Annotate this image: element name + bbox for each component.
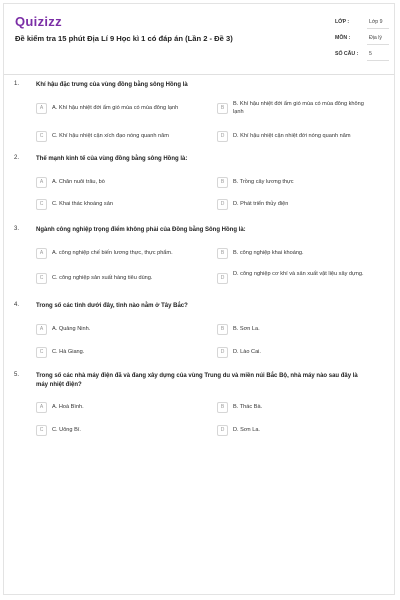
question-text: Thế mạnh kinh tế của vùng đồng bằng sông Hồng là: (36, 156, 188, 162)
meta-label: LỚP : (335, 19, 350, 25)
question-text: Trong số các nhà máy điện đã và đang xây dựng của vùng Trung du và miền núi Bắc Bộ, nhà máy nào sau đây là máy nhiệt điện? (36, 373, 358, 388)
option-letter-box: C (36, 273, 47, 284)
meta-value: 5 (369, 51, 372, 57)
option-letter-box: B (217, 177, 228, 188)
option-letter-box: A (36, 103, 47, 114)
option-text: B. Thác Bà. (233, 404, 263, 410)
option-letter-box: A (36, 324, 47, 335)
option-text: C. công nghiệp sản xuất hàng tiêu dùng. (52, 275, 153, 281)
worksheet-page (3, 3, 395, 595)
question-number: 4. (14, 302, 20, 308)
option-text: D. Sơn La. (233, 427, 260, 433)
meta-row-count (335, 48, 389, 64)
meta-value: Lớp 9 (369, 19, 383, 25)
meta-row-class (335, 16, 389, 32)
option-text: A. công nghiệp chế biến lương thực, thực phẩm. (52, 250, 173, 256)
option-letter-box: A (36, 402, 47, 413)
meta-info (335, 16, 389, 64)
option-letter-box: B (217, 248, 228, 259)
question-number: 5. (14, 372, 20, 378)
option-letter-box: C (36, 131, 47, 142)
header-divider (4, 74, 394, 75)
option-text: C. Khí hậu nhiệt cận xích đạo nóng quanh năm (52, 133, 169, 139)
option-letter-box: D (217, 131, 228, 142)
option-text: A. Hoà Bình. (52, 404, 84, 410)
option-letter-box: D (217, 425, 228, 436)
option-text: C. Hà Giang. (52, 349, 85, 355)
option-letter-box: D (217, 347, 228, 358)
option-text: D. Khí hậu nhiệt cận nhiệt đới nóng quanh năm (233, 133, 351, 139)
option-text: A. Quảng Ninh. (52, 326, 91, 332)
option-text: A. Chăn nuôi trâu, bò (52, 179, 105, 185)
question-number: 1. (14, 81, 20, 87)
meta-underline (367, 28, 389, 29)
question-number: 2. (14, 155, 20, 161)
option-letter-box: B (217, 103, 228, 114)
option-letter-box: A (36, 177, 47, 188)
worksheet-title: Đề kiểm tra 15 phút Địa Lí 9 Học kì 1 có đáp án (Lần 2 - Đề 3) (15, 34, 233, 43)
question-number: 3. (14, 226, 20, 232)
option-text: B. Khí hậu nhiệt đới ẩm gió mùa có mùa đông không lạnh (233, 101, 364, 115)
option-letter-box: B (217, 402, 228, 413)
question-text: Ngành công nghiệp trọng điểm không phải của Đồng bằng Sông Hồng là: (36, 227, 246, 233)
option-letter-box: C (36, 425, 47, 436)
meta-label: MÔN : (335, 35, 351, 41)
option-letter-box: B (217, 324, 228, 335)
option-text: B. công nghiệp khai khoáng. (233, 250, 304, 256)
worksheet-header (4, 4, 394, 72)
meta-value: Địa lý (369, 35, 382, 41)
option-text: B. Trồng cây lương thực (233, 179, 294, 185)
option-letter-box: D (217, 273, 228, 284)
option-letter-box: C (36, 347, 47, 358)
option-letter-box: D (217, 199, 228, 210)
option-text: A. Khí hậu nhiệt đới ẩm gió mùa có mùa đông lạnh (52, 105, 179, 111)
option-text: D. công nghiệp cơ khí và sản xuất vật liệu xây dựng. (233, 271, 364, 277)
option-letter-box: C (36, 199, 47, 210)
meta-label: SỐ CÂU : (335, 51, 359, 57)
option-text: B. Sơn La. (233, 326, 260, 332)
meta-row-subject (335, 32, 389, 48)
option-text: C. Uông Bí. (52, 427, 81, 433)
quizizz-logo: Quizizz (15, 14, 62, 29)
option-letter-box: A (36, 248, 47, 259)
meta-underline (367, 44, 389, 45)
option-text: C. Khai thác khoáng sản (52, 201, 113, 207)
option-text: D. Lào Cai. (233, 349, 261, 355)
question-text: Khí hậu đặc trưng của vùng đồng bằng sông Hồng là (36, 82, 188, 88)
option-text: D. Phát triển thủy điện (233, 201, 289, 207)
question-text: Trong số các tỉnh dưới đây, tỉnh nào nằm ở Tây Bắc? (36, 303, 188, 309)
meta-underline (367, 60, 389, 61)
